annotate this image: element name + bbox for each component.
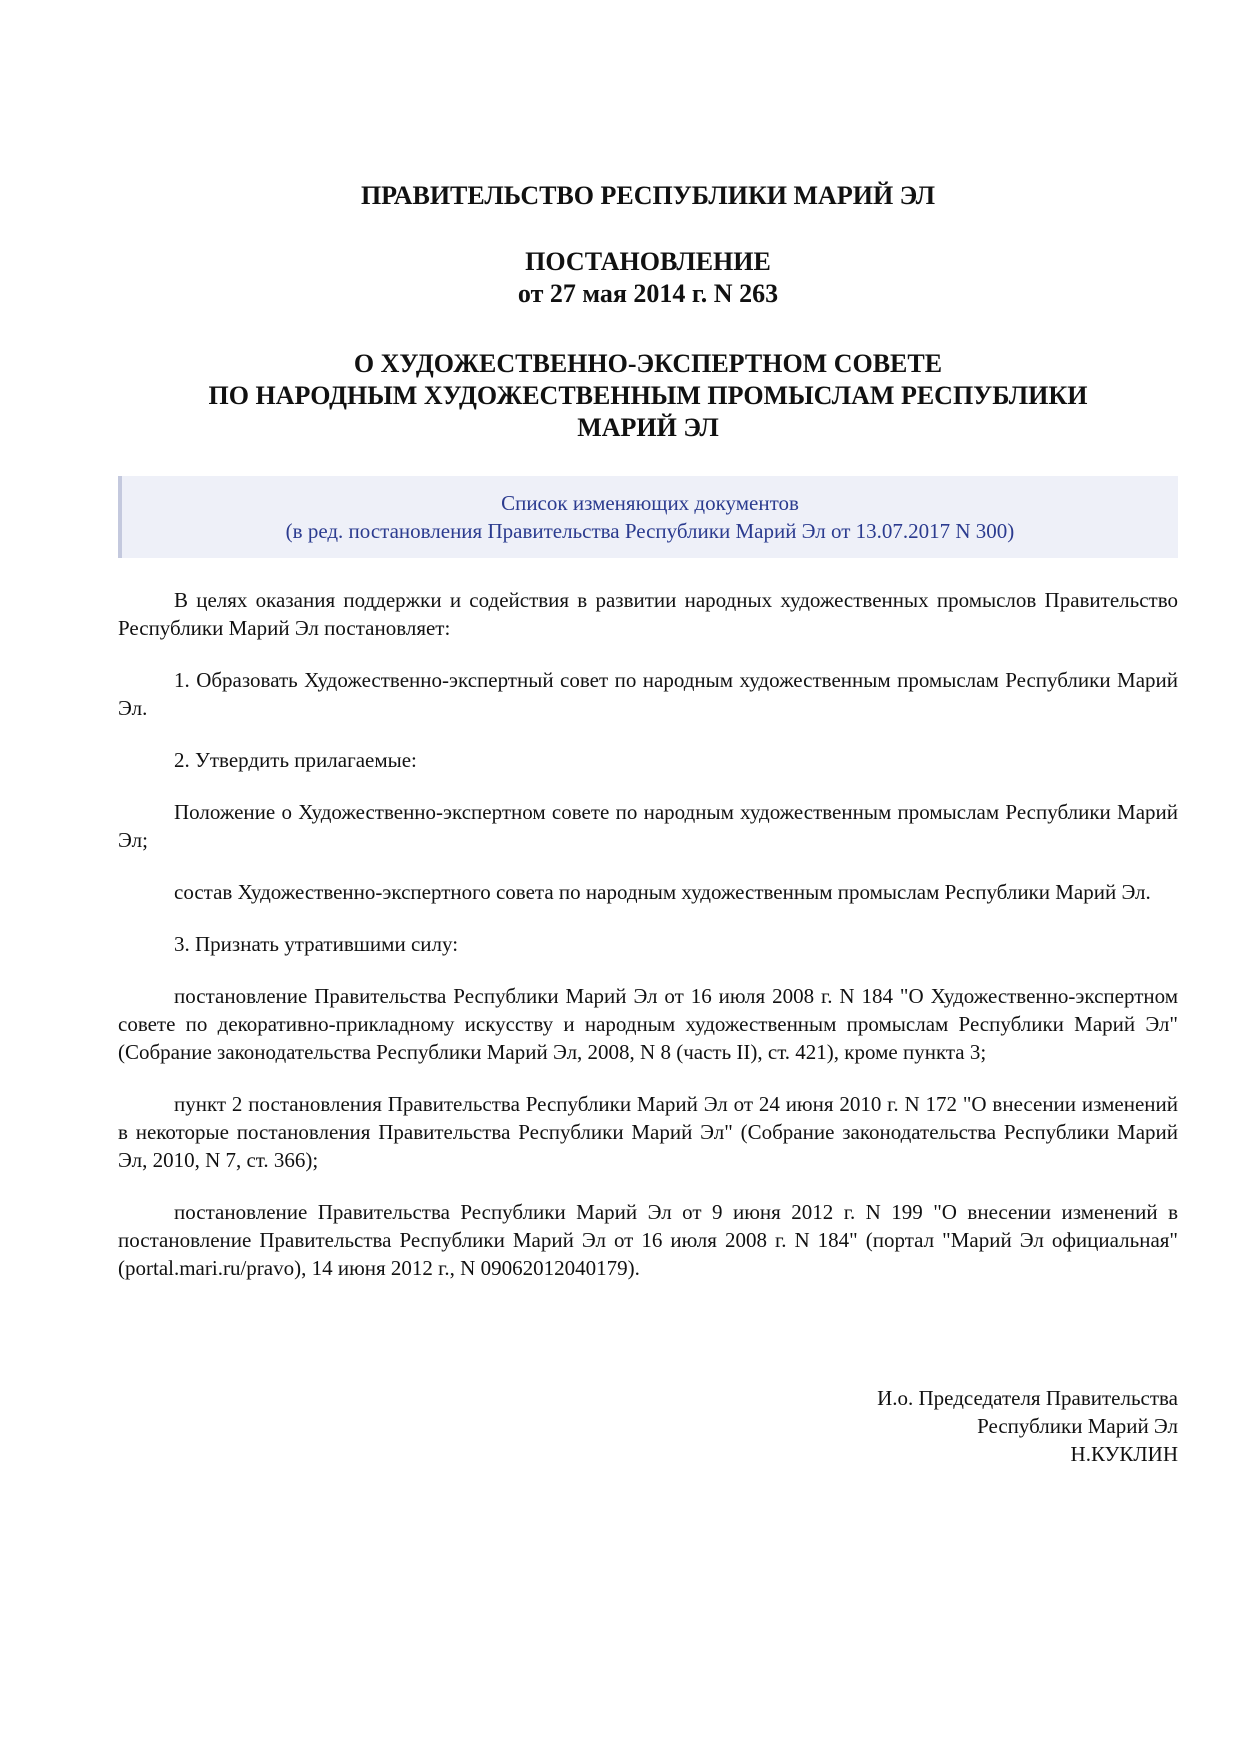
paragraph-item-1: 1. Образовать Художественно-экспертный совет по народным художественным промыслам Республики Марий Эл. xyxy=(118,668,1178,720)
changes-box xyxy=(118,476,1178,558)
paragraph-preamble: В целях оказания поддержки и содействия в развитии народных художественных промыслов Правительство Республики Марий Эл постановляет: xyxy=(118,588,1178,640)
doc-date-number: от 27 мая 2014 г. N 263 xyxy=(517,279,779,308)
document-body xyxy=(118,586,1178,1306)
title-line-2: ПО НАРОДНЫМ ХУДОЖЕСТВЕННЫМ ПРОМЫСЛАМ РЕСПУБЛИКИ xyxy=(208,381,1088,410)
signature-position-1: И.о. Председателя Правительства xyxy=(877,1386,1178,1410)
title-line-1: О ХУДОЖЕСТВЕННО-ЭКСПЕРТНОМ СОВЕТЕ xyxy=(353,349,943,378)
title-line-3: МАРИЙ ЭЛ xyxy=(577,413,719,442)
changes-edition: (в ред. постановления Правительства Республики Марий Эл от 13.07.2017 N 300) xyxy=(285,519,1015,543)
paragraph-repeal-3: постановление Правительства Республики Марий Эл от 9 июня 2012 г. N 199 "О внесении изменений в постановление Правительства Республики Марий Эл от 16 июля 2008 г. N 184" (портал "Марий Эл официальная" (portal.mari.ru/pravo), 14 июня 2012 г., N 09062012040179). xyxy=(118,1200,1178,1280)
resolution-heading xyxy=(118,246,1178,310)
signature-position-2: Республики Марий Эл xyxy=(977,1414,1178,1438)
paragraph-repeal-2: пункт 2 постановления Правительства Республики Марий Эл от 24 июня 2010 г. N 172 "О внесении изменений в некоторые постановления Правительства Республики Марий Эл" (Собрание законодательства Республики Марий Эл, 2010, N 7, ст. 366); xyxy=(118,1092,1178,1172)
document-title xyxy=(118,348,1178,444)
changes-title: Список изменяющих документов xyxy=(501,491,799,515)
government-heading: ПРАВИТЕЛЬСТВО РЕСПУБЛИКИ МАРИЙ ЭЛ xyxy=(360,181,936,210)
paragraph-composition: состав Художественно-экспертного совета по народным художественным промыслам Республики Марий Эл. xyxy=(174,880,1151,904)
signature-block xyxy=(578,1384,1178,1468)
paragraph-item-3: 3. Признать утратившими силу: xyxy=(174,932,459,956)
doc-type: ПОСТАНОВЛЕНИЕ xyxy=(525,247,771,276)
paragraph-regulation: Положение о Художественно-экспертном совете по народным художественным промыслам Республики Марий Эл; xyxy=(118,800,1178,852)
signature-name: Н.КУКЛИН xyxy=(1070,1442,1178,1466)
paragraph-item-2: 2. Утвердить прилагаемые: xyxy=(174,748,417,772)
paragraph-repeal-1: постановление Правительства Республики Марий Эл от 16 июля 2008 г. N 184 "О Художественно-экспертном совете по декоративно-прикладному искусству и народным художественным промыслам Республики Марий Эл" (Собрание законодательства Республики Марий Эл, 2008, N 8 (часть II), ст. 421), кроме пункта 3; xyxy=(118,984,1178,1064)
